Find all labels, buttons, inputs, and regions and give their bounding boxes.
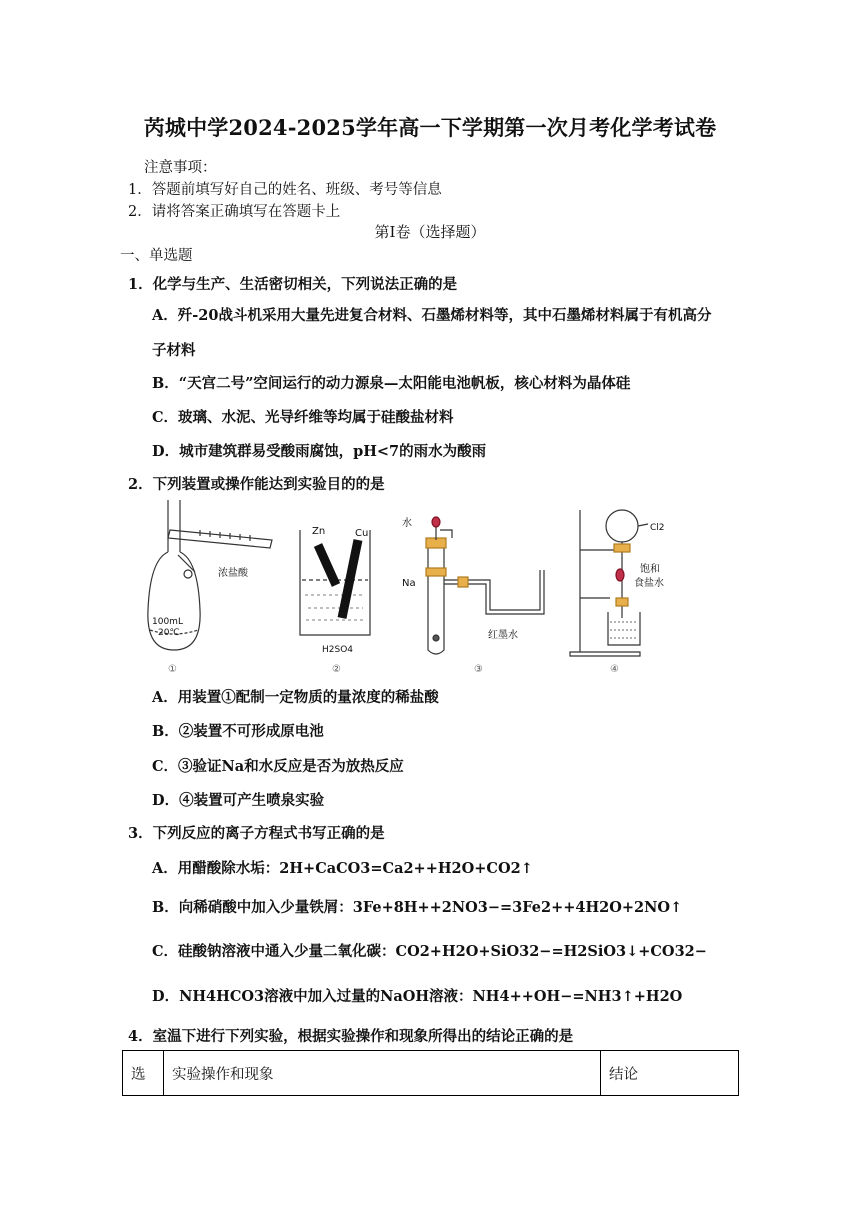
label-cu: Cu [355,528,369,539]
label-conc-hcl: 浓盐酸 [218,568,248,579]
header-conclusion: 结论 [601,1051,739,1096]
section-title: 第I卷（选择题） [374,223,486,241]
q1-stem: 1．化学与生产、生活密切相关，下列说法正确的是 [128,276,458,293]
label-water: 水 [402,518,412,529]
apparatus-1 [148,500,272,675]
apparatus-3 [402,516,544,675]
apparatus-figure [140,500,665,680]
q4-stem: 4．室温下进行下列实验，根据实验操作和现象所得出的结论正确的是 [128,1028,574,1045]
header-operation: 实验操作和现象 [164,1051,601,1096]
header-option: 选 [123,1051,164,1096]
q3-option-d: D．NH4HCO3溶液中加入过量的NaOH溶液：NH4++OH−=NH3↑+H2O [152,988,683,1005]
part-title: 一、单选题 [120,248,193,264]
q2-stem: 2．下列装置或操作能达到实验目的的是 [128,476,385,493]
label-brine: 食盐水 [634,578,664,589]
q3-stem: 3．下列反应的离子方程式书写正确的是 [128,825,385,842]
q2-option-b: B．②装置不可形成原电池 [152,723,324,740]
q1-option-d: D．城市建筑群易受酸雨腐蚀，pH<7的雨水为酸雨 [152,443,487,460]
figure-number-1: ① [168,664,177,675]
q1-option-a-cont: 子材料 [152,342,196,359]
figure-number-2: ② [332,664,341,675]
label-h2so4: H2SO4 [322,645,354,655]
q2-option-a: A．用装置①配制一定物质的量浓度的稀盐酸 [152,689,439,706]
figure-number-4: ④ [610,664,619,675]
apparatus-4 [570,510,665,675]
label-100ml: 100mL [152,617,183,627]
notice-item: 1．答题前填写好自己的姓名、班级、考号等信息 [128,182,442,198]
label-red-ink: 红墨水 [488,630,518,641]
table-header-row [123,1051,739,1096]
exam-title: 芮城中学2024-2025学年高一下学期第一次月考化学考试卷 [143,115,717,140]
label-na: Na [402,578,416,589]
label-saturated: 饱和 [640,564,660,575]
q3-option-c: C．硅酸钠溶液中通入少量二氧化碳：CO2+H2O+SiO32−=H2SiO3↓+CO32− [152,943,707,960]
label-cl2: Cl2 [650,523,665,533]
apparatus-2 [300,526,370,675]
q2-option-c: C．③验证Na和水反应是否为放热反应 [152,758,404,775]
q1-option-a: A．歼-20战斗机采用大量先进复合材料、石墨烯材料等，其中石墨烯材料属于有机高分 [152,307,712,324]
label-zn: Zn [312,526,326,537]
figure-number-3: ③ [474,664,483,675]
notice-heading: 注意事项： [144,160,217,176]
q4-table [122,1050,739,1096]
notice-item: 2．请将答案正确填写在答题卡上 [128,204,341,220]
q1-option-b: B．“天宫二号”空间运行的动力源泉—太阳能电池帆板，核心材料为晶体硅 [152,375,631,392]
label-20c: 20℃ [158,628,180,638]
q3-option-b: B．向稀硝酸中加入少量铁屑：3Fe+8H++2NO3−=3Fe2++4H2O+2NO↑ [152,899,683,916]
q1-option-c: C．玻璃、水泥、光导纤维等均属于硅酸盐材料 [152,409,454,426]
q2-option-d: D．④装置可产生喷泉实验 [152,792,325,809]
q3-option-a: A．用醋酸除水垢：2H+CaCO3=Ca2++H2O+CO2↑ [152,860,533,877]
